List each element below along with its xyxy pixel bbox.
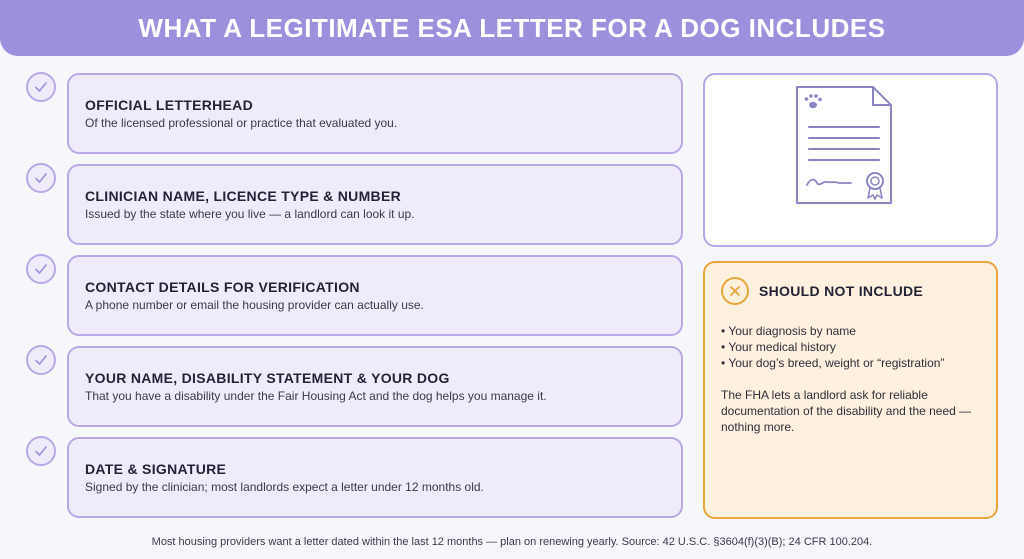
should-not-include-panel [703,261,998,519]
include-title: CLINICIAN NAME, LICENCE TYPE & NUMBER [85,188,401,204]
document-illustration-panel [703,73,998,247]
include-desc: Issued by the state where you live — a landlord can look it up. [85,207,415,221]
footer-note: Most housing providers want a letter dated within the last 12 months — plan on renewing yearly. Source: 42 U.S.C. §3604(f)(3)(B); 24 CFR 100.204. [151,536,873,548]
include-card-contact [67,255,683,336]
include-title: DATE & SIGNATURE [85,461,227,477]
include-card-signature [67,437,683,518]
include-title: OFFICIAL LETTERHEAD [85,97,253,113]
list-item: • Your medical history [721,340,836,354]
document-icon [795,85,895,209]
check-icon [26,254,56,284]
include-card-clinician [67,164,683,245]
check-icon [26,436,56,466]
page-title: WHAT A LEGITIMATE ESA LETTER FOR A DOG INCLUDES [138,12,886,43]
include-card-disability [67,346,683,427]
include-desc: That you have a disability under the Fair Housing Act and the dog helps you manage it. [85,389,547,403]
should-not-include-title: SHOULD NOT INCLUDE [759,283,924,299]
check-icon [26,345,56,375]
fha-note: The FHA lets a landlord ask for reliable documentation of the disability and the need — nothing more. [721,388,972,434]
x-icon [721,277,749,305]
include-card-letterhead [67,73,683,154]
include-title: CONTACT DETAILS FOR VERIFICATION [85,279,360,295]
include-title: YOUR NAME, DISABILITY STATEMENT & YOUR DOG [85,370,450,386]
include-desc: Of the licensed professional or practice that evaluated you. [85,116,398,130]
list-item: • Your diagnosis by name [721,324,856,338]
include-desc: Signed by the clinician; most landlords expect a letter under 12 months old. [85,480,484,494]
should-not-include-list [721,323,980,371]
include-desc: A phone number or email the housing provider can actually use. [85,298,424,312]
check-icon [26,163,56,193]
check-icon [26,72,56,102]
list-item: • Your dog’s breed, weight or “registration” [721,356,945,370]
header-banner [0,0,1024,56]
